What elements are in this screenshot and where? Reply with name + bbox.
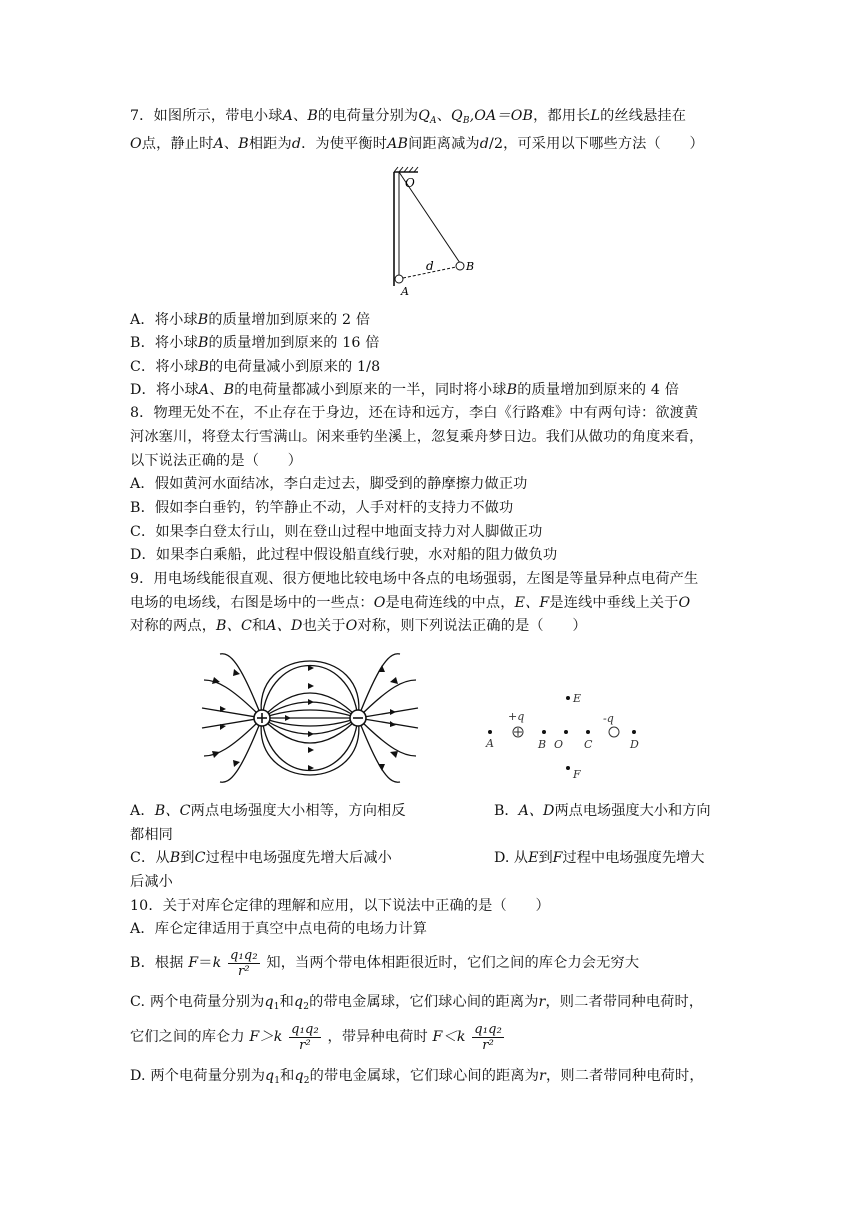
- q10-line1: 10．关于对库仑定律的理解和应用，以下说法中正确的是（ ）: [130, 898, 550, 914]
- q7-option-d[interactable]: D．将小球A、B的电荷量都减小到原来的一半，同时将小球B的质量增加到原来的 4 倍: [130, 382, 680, 398]
- q7-line2: O点，静止时A、B相距为d．为使平衡时AB间距离减为d/2，可采用以下哪些方法（ ）: [130, 136, 704, 152]
- q7-line1: 7．如图所示，带电小球A、B的电荷量分别为$Q_A$、$Q_B,OA=OB$，都用长L的丝线悬挂在: [130, 108, 687, 126]
- label-O: O: [405, 176, 415, 190]
- q10-option-c-line2: 它们之间的库仑力 F＞k $\frac{\text{q₁q₂}}{\text{r²}}$ ，带异种电荷时 F＜k $\frac{\text{q₁q₂}}{\text{r²}}$: [130, 1021, 502, 1053]
- label-d: d: [426, 259, 434, 273]
- q9-line1: 9．用电场线能很直观、很方便地比较电场中各点的电场强弱，左图是等量异种点电荷产生: [130, 571, 699, 587]
- field-lines-figure: [200, 652, 430, 784]
- q8-option-a[interactable]: A．假如黄河水面结冰，李白走过去，脚受到的静摩擦力做正功: [130, 476, 528, 492]
- q9-line3: 对称的两点，B、C和A、D也关于O对称，则下列说法正确的是（ ）: [130, 618, 587, 634]
- point-F: F: [573, 768, 581, 781]
- point-C: C: [584, 738, 593, 751]
- point-D: D: [630, 738, 639, 751]
- q8-option-d[interactable]: D．如果李白乘船，此过程中假设船直线行驶，水对船的阻力做负功: [130, 547, 558, 563]
- q8-option-c[interactable]: C．如果李白登太行山，则在登山过程中地面支持力对人脚做正功: [130, 524, 543, 540]
- pendulum-figure: [380, 166, 490, 298]
- label-A: A: [401, 285, 409, 298]
- q8-line1: 8．物理无处不在，不止存在于身边，还在诗和远方，李白《行路难》中有两句诗：欲渡黄: [130, 405, 699, 421]
- q7-option-a[interactable]: A．将小球B的质量增加到原来的 2 倍: [130, 312, 371, 328]
- q9-option-b[interactable]: B．A、D两点电场强度大小和方向: [494, 803, 711, 819]
- label-minus-q: -q: [603, 712, 614, 725]
- q9-option-c[interactable]: C．从B到C过程中电场强度先增大后减小: [130, 850, 393, 866]
- q9-option-d-cont: 后减小: [130, 874, 174, 890]
- point-O: O: [554, 738, 564, 751]
- q7-option-b[interactable]: B．将小球B的质量增加到原来的 16 倍: [130, 335, 380, 351]
- point-E: E: [573, 692, 582, 705]
- points-figure: [478, 686, 658, 786]
- coulomb-fraction: $\frac{\text{q₁q₂}}{\text{r²}}$: [230, 947, 258, 979]
- q9-option-b-cont: 都相同: [130, 827, 174, 843]
- q8-line3: 以下说法正确的是（ ）: [130, 453, 303, 469]
- label-B: B: [466, 260, 475, 273]
- label-plus-q: +q: [508, 710, 525, 723]
- q7-option-c[interactable]: C．将小球B的电荷量减小到原来的 1/8: [130, 359, 381, 375]
- q8-line2: 河冰塞川，将登太行雪满山。闲来垂钓坐溪上，忽复乘舟梦日边。我们从做功的角度来看，: [130, 429, 704, 445]
- q9-option-a[interactable]: A．B、C两点电场强度大小相等，方向相反: [130, 803, 406, 819]
- point-B: B: [538, 738, 547, 751]
- q9-option-d[interactable]: D. 从E到F过程中电场强度先增大: [494, 850, 705, 866]
- q10-option-c[interactable]: C. 两个电荷量分别为$q_1$和$q_2$的带电金属球，它们球心间的距离为r，则二者带同种电荷时，: [130, 994, 704, 1012]
- q10-option-a[interactable]: A．库仑定律适用于真空中点电荷的电场力计算: [130, 921, 428, 937]
- q10-option-b[interactable]: B．根据 F＝k $\frac{\text{q₁q₂}}{\text{r²}}$ 知，当两个带电体相距很近时，它们之间的库仑力会无穷大: [130, 947, 640, 979]
- q9-line2: 电场的电场线，右图是场中的一些点：O是电荷连线的中点，E、F是连线中垂线上关于O: [130, 595, 691, 611]
- q8-option-b[interactable]: B．假如李白垂钓，钓竿静止不动，人手对杆的支持力不做功: [130, 500, 514, 516]
- q10-option-d[interactable]: D. 两个电荷量分别为$q_1$和$q_2$的带电金属球，它们球心间的距离为r，则二者带同种电荷时，: [130, 1068, 704, 1086]
- point-A: A: [486, 737, 494, 750]
